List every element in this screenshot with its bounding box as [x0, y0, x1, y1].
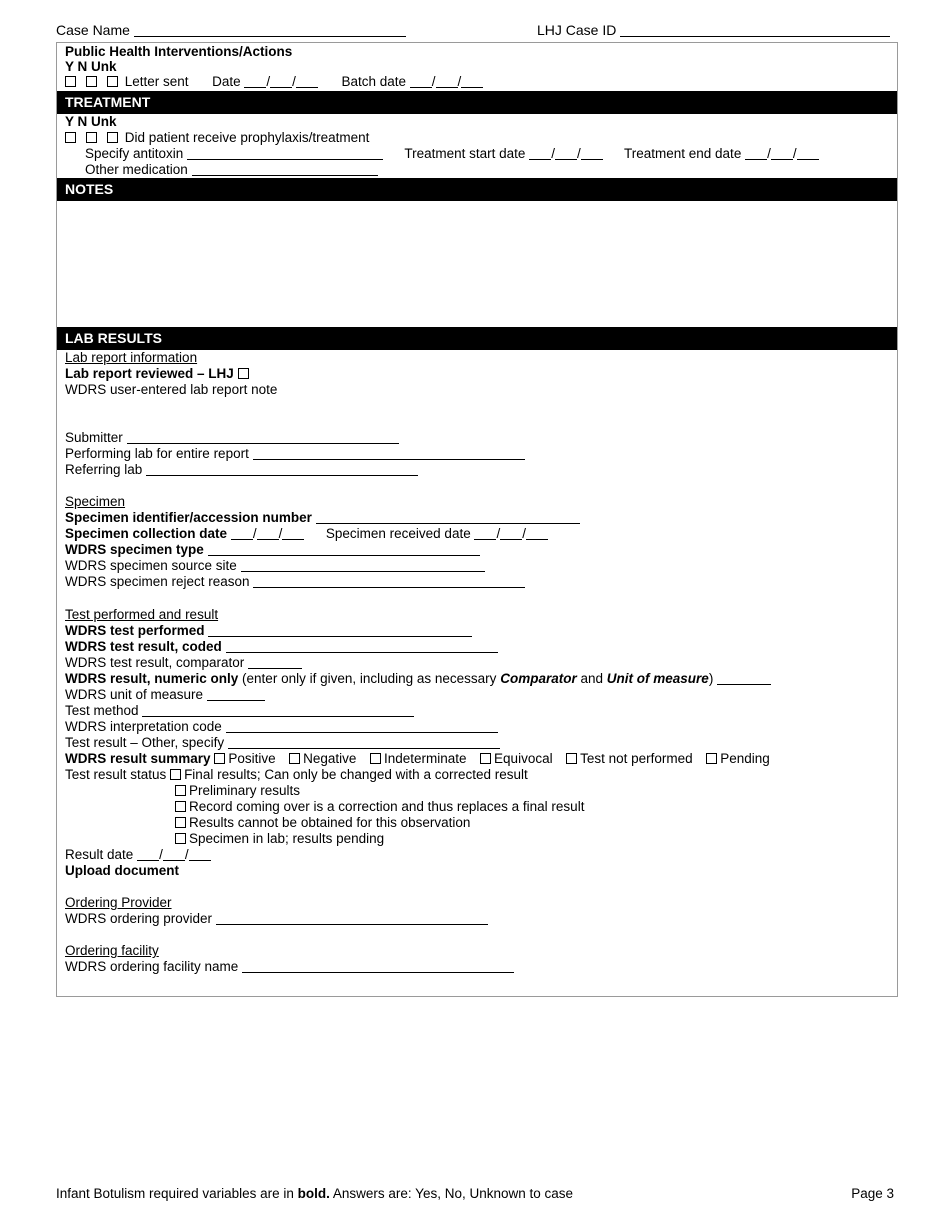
summary-pending-checkbox[interactable] — [706, 753, 717, 764]
antitoxin-input[interactable] — [187, 147, 383, 160]
status-correction-label: Record coming over is a correction and thus replaces a final result — [189, 799, 585, 814]
lab-reviewed-checkbox[interactable] — [238, 368, 249, 379]
user-note-label: WDRS user-entered lab report note — [65, 382, 278, 397]
result-coded-input[interactable] — [226, 640, 498, 653]
test-heading: Test performed and result — [65, 607, 219, 622]
treatment-ynu: Y N Unk — [65, 114, 117, 129]
specimen-heading: Specimen — [65, 494, 126, 509]
result-date-input[interactable]: / / — [137, 847, 211, 862]
source-site-row — [65, 558, 485, 574]
summary-not-performed-checkbox[interactable] — [566, 753, 577, 764]
status-preliminary-label: Preliminary results — [189, 783, 301, 798]
source-site-label: WDRS specimen source site — [65, 558, 237, 573]
case-name-field — [56, 22, 406, 38]
letter-sent-unk-checkbox[interactable] — [107, 76, 118, 87]
summary-not-performed-label: Test not performed — [580, 751, 693, 766]
status-preliminary-checkbox[interactable] — [175, 785, 186, 796]
lhj-case-id-label: LHJ Case ID — [537, 22, 617, 38]
specimen-type-input[interactable] — [208, 543, 480, 556]
footer-text: Infant Botulism required variables are in — [56, 1186, 294, 1201]
summary-pending-label: Pending — [720, 751, 770, 766]
specimen-id-row — [65, 510, 580, 526]
result-date-label: Result date — [65, 847, 134, 862]
status-final-checkbox[interactable] — [170, 769, 181, 780]
test-method-label: Test method — [65, 703, 139, 718]
summary-equivocal-label: Equivocal — [494, 751, 553, 766]
summary-positive-label: Positive — [228, 751, 276, 766]
footer-bold-text: bold. — [297, 1186, 330, 1201]
upload-document-label: Upload document — [65, 863, 179, 878]
received-date-input[interactable]: / / — [474, 526, 548, 541]
numeric-result-label: WDRS result, numeric only — [65, 671, 239, 686]
treatment-end-date-input[interactable]: / / — [745, 146, 819, 161]
numeric-result-row — [65, 671, 771, 687]
summary-indeterminate-label: Indeterminate — [383, 751, 467, 766]
prophylaxis-row — [65, 130, 369, 146]
specimen-id-label: Specimen identifier/accession number — [65, 510, 312, 525]
treatment-heading: TREATMENT — [57, 91, 897, 114]
numeric-close-paren: ) — [708, 671, 714, 686]
lab-results-heading: LAB RESULTS — [57, 327, 897, 350]
status-row-1 — [65, 767, 528, 783]
summary-positive-checkbox[interactable] — [214, 753, 225, 764]
lhj-case-id-field — [537, 22, 890, 38]
unit-measure-row — [65, 687, 265, 703]
test-method-row — [65, 703, 414, 719]
form-frame — [56, 42, 898, 997]
unit-measure-input[interactable] — [207, 688, 265, 701]
prophylaxis-label: Did patient receive prophylaxis/treatment — [124, 130, 370, 145]
treatment-start-date-label: Treatment start date — [404, 146, 526, 161]
status-row-3 — [175, 799, 584, 815]
referring-lab-row — [65, 462, 418, 478]
lab-reviewed-label: Lab report reviewed – LHJ — [65, 366, 234, 381]
status-pending-label: Specimen in lab; results pending — [189, 831, 385, 846]
summary-indeterminate-checkbox[interactable] — [370, 753, 381, 764]
batch-date-label: Batch date — [341, 74, 406, 89]
summary-negative-checkbox[interactable] — [289, 753, 300, 764]
other-medication-input[interactable] — [192, 163, 378, 176]
letter-sent-yes-checkbox[interactable] — [65, 76, 76, 87]
other-medication-row — [85, 162, 378, 178]
result-coded-label: WDRS test result, coded — [65, 639, 222, 654]
page-number: Page 3 — [851, 1186, 894, 1201]
prophylaxis-unk-checkbox[interactable] — [107, 132, 118, 143]
ordering-provider-input[interactable] — [216, 912, 488, 925]
unit-measure-label: WDRS unit of measure — [65, 687, 204, 702]
test-performed-input[interactable] — [208, 624, 472, 637]
test-performed-row — [65, 623, 472, 639]
referring-lab-label: Referring lab — [65, 462, 143, 477]
summary-negative-label: Negative — [303, 751, 357, 766]
antitoxin-row — [85, 146, 819, 162]
notes-area[interactable] — [57, 201, 897, 327]
status-final-label: Final results; Can only be changed with a corrected result — [184, 767, 528, 782]
specimen-id-input[interactable] — [316, 511, 580, 524]
treatment-end-date-label: Treatment end date — [624, 146, 742, 161]
collection-date-label: Specimen collection date — [65, 526, 228, 541]
treatment-start-date-input[interactable]: / / — [529, 146, 603, 161]
submitter-input[interactable] — [127, 431, 399, 444]
prophylaxis-yes-checkbox[interactable] — [65, 132, 76, 143]
performing-lab-input[interactable] — [253, 447, 525, 460]
batch-date-input[interactable]: / / — [410, 74, 484, 89]
lhj-case-id-input[interactable] — [620, 24, 890, 37]
numeric-unit-term: Unit of measure — [606, 671, 709, 686]
interventions-ynu: Y N Unk — [65, 59, 117, 74]
status-pending-checkbox[interactable] — [175, 833, 186, 844]
letter-sent-no-checkbox[interactable] — [86, 76, 97, 87]
other-medication-label: Other medication — [85, 162, 188, 177]
antitoxin-label: Specify antitoxin — [85, 146, 184, 161]
status-row-4 — [175, 815, 470, 831]
result-status-label: Test result status — [65, 767, 167, 782]
performing-lab-label: Performing lab for entire report — [65, 446, 249, 461]
ordering-provider-label: WDRS ordering provider — [65, 911, 213, 926]
submitter-label: Submitter — [65, 430, 123, 445]
interventions-title: Public Health Interventions/Actions — [65, 44, 293, 59]
ordering-facility-heading: Ordering facility — [65, 943, 159, 958]
comparator-input[interactable] — [248, 656, 302, 669]
comparator-label: WDRS test result, comparator — [65, 655, 245, 670]
interp-code-input[interactable] — [226, 720, 498, 733]
reject-reason-row — [65, 574, 525, 590]
status-correction-checkbox[interactable] — [175, 801, 186, 812]
interp-code-row — [65, 719, 498, 735]
result-date-row — [65, 847, 211, 863]
summary-equivocal-checkbox[interactable] — [480, 753, 491, 764]
test-performed-label: WDRS test performed — [65, 623, 205, 638]
numeric-comparator-term: Comparator — [500, 671, 577, 686]
notes-heading: NOTES — [57, 178, 897, 201]
status-cannot-obtain-checkbox[interactable] — [175, 817, 186, 828]
case-name-label: Case Name — [56, 22, 130, 38]
prophylaxis-no-checkbox[interactable] — [86, 132, 97, 143]
letter-sent-row — [65, 74, 483, 90]
letter-sent-label: Letter sent — [124, 74, 189, 89]
ordering-facility-label: WDRS ordering facility name — [65, 959, 239, 974]
result-coded-row — [65, 639, 498, 655]
submitter-row — [65, 430, 399, 446]
referring-lab-input[interactable] — [146, 463, 418, 476]
result-summary-label: WDRS result summary — [65, 751, 211, 766]
ordering-facility-row — [65, 959, 514, 975]
result-other-input[interactable] — [228, 736, 500, 749]
footer-note — [56, 1186, 573, 1202]
result-other-label: Test result – Other, specify — [65, 735, 225, 750]
specimen-type-label: WDRS specimen type — [65, 542, 204, 557]
specimen-type-row — [65, 542, 480, 558]
numeric-result-input[interactable] — [717, 672, 771, 685]
received-date-label: Specimen received date — [325, 526, 471, 541]
interp-code-label: WDRS interpretation code — [65, 719, 222, 734]
footer-answers-text: Answers are: Yes, No, Unknown to case — [329, 1186, 574, 1201]
lab-reviewed-row — [65, 366, 252, 382]
status-row-5 — [175, 831, 384, 847]
letter-date-input[interactable]: / / — [244, 74, 318, 89]
specimen-dates-row — [65, 526, 548, 542]
letter-date-label: Date — [212, 74, 241, 89]
numeric-and-text: and — [580, 671, 604, 686]
performing-lab-row — [65, 446, 525, 462]
source-site-input[interactable] — [241, 559, 485, 572]
reject-reason-label: WDRS specimen reject reason — [65, 574, 250, 589]
status-row-2 — [175, 783, 300, 799]
numeric-result-instructions: (enter only if given, including as necessary — [242, 671, 497, 686]
lab-report-info-heading: Lab report information — [65, 350, 198, 365]
ordering-provider-heading: Ordering Provider — [65, 895, 172, 910]
result-other-row — [65, 735, 500, 751]
collection-date-input[interactable]: / / — [231, 526, 305, 541]
ordering-provider-row — [65, 911, 488, 927]
case-name-input[interactable] — [134, 24, 406, 37]
test-method-input[interactable] — [142, 704, 414, 717]
reject-reason-input[interactable] — [253, 575, 525, 588]
status-cannot-obtain-label: Results cannot be obtained for this observation — [189, 815, 471, 830]
result-summary-row — [65, 751, 770, 767]
ordering-facility-input[interactable] — [242, 960, 514, 973]
comparator-row — [65, 655, 302, 671]
